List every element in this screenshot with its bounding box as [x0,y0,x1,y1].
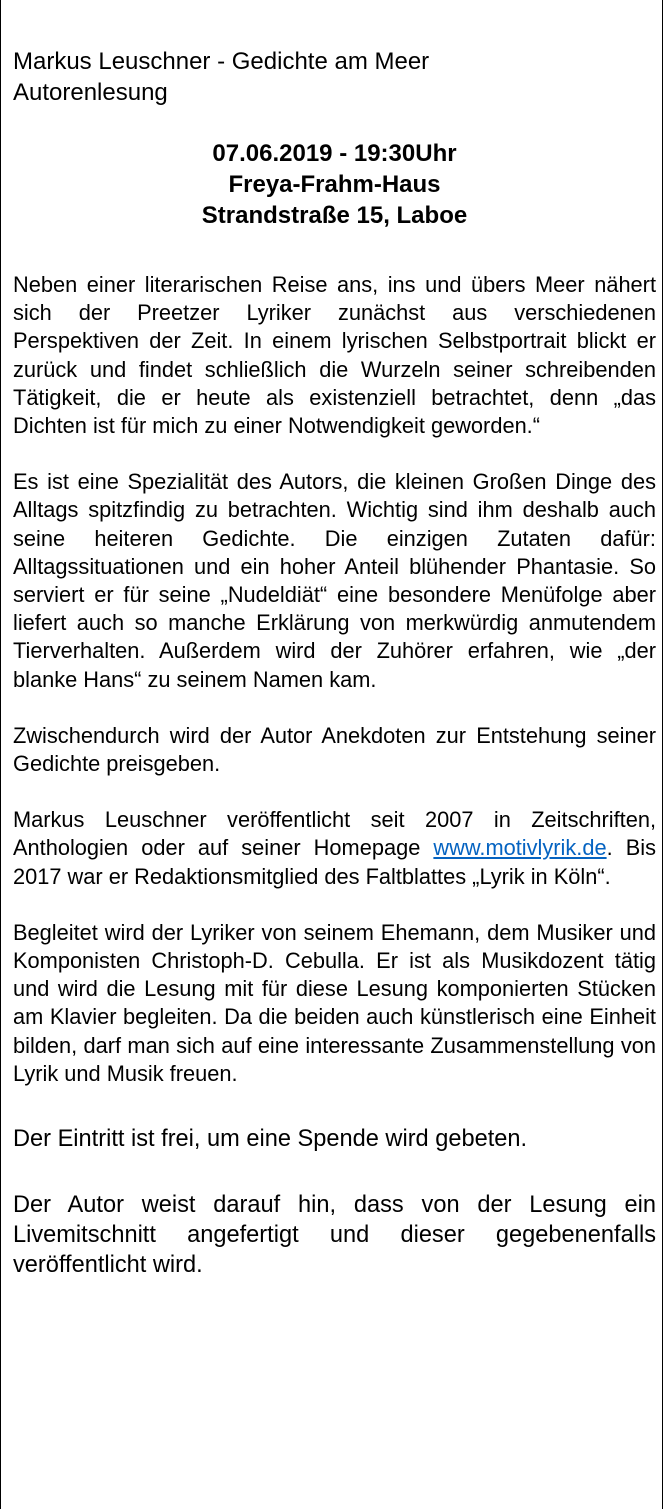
paragraph-recording-notice: Der Autor weist darauf hin, dass von der Lesung ein Livemitschnitt angefertigt und dieser gegebenenfalls veröffentlicht wird. [13,1192,656,1279]
paragraph-anecdotes: Zwischendurch wird der Autor Anekdoten zur Entstehung seiner Gedichte preisgeben. [13,722,656,777]
publications-text-after: . Bis 2017 war er Redaktionsmitglied des Faltblattes „Lyrik in Köln“. [13,835,656,889]
paragraph-admission: Der Eintritt ist frei, um eine Spende wird gebeten. [13,1126,528,1153]
paragraph-publications [13,806,656,891]
event-address: Strandstraße 15, Laboe [201,202,468,229]
document-title [13,46,656,108]
paragraph-accompaniment: Begleitet wird der Lyriker von seinem Ehemann, dem Musiker und Komponisten Christoph-D. Cebulla. Er ist als Musikdozent tätig und wird die Lesung mit für diese Lesung komponierten Stücken am Klavier begleiten. Da die beiden auch künstlerisch eine Einheit bilden, darf man sich auf eine interessante Zusammenstellung von Lyrik und Musik freuen. [13,919,656,1086]
event-venue: Freya-Frahm-Haus [228,171,441,198]
publications-text-before: Markus Leuschner veröffentlicht seit 2007 in Zeitschriften, Anthologien oder auf seiner Homepage [13,807,656,861]
title-line-1: Markus Leuschner - Gedichte am Meer [13,48,430,75]
event-info [13,138,656,231]
paragraph-intro: Neben einer literarischen Reise ans, ins und übers Meer nähert sich der Preetzer Lyriker zunächst aus verschiedenen Perspektiven der Zeit. In einem lyrischen Selbstportrait blickt er zurück und findet schließlich die Wurzeln seiner schreibenden Tätigkeit, die er heute als existenziell betrachtet, denn „das Dichten ist für mich zu einer Notwendigkeit geworden.“ [13,272,656,439]
document-content [13,46,656,1280]
title-line-2: Autorenlesung [13,79,168,106]
homepage-link[interactable]: www.motivlyrik.de [433,835,607,861]
event-datetime: 07.06.2019 - 19:30Uhr [212,140,457,167]
paragraph-speciality: Es ist eine Spezialität des Autors, die kleinen Großen Dinge des Alltags spitzfindig zu betrachten. Wichtig sind ihm deshalb auch seine heiteren Gedichte. Die einzigen Zutaten dafür: Alltagssituationen und ein hoher Anteil blühender Phantasie. So serviert er für seine „Nudeldiät“ eine besondere Menüfolge aber liefert auch so manche Erklärung von merkwürdig anmutendem Tierverhalten. Außerdem wird der Zuhörer erfahren, wie „der blanke Hans“ zu seinem Namen kam. [13,469,656,692]
